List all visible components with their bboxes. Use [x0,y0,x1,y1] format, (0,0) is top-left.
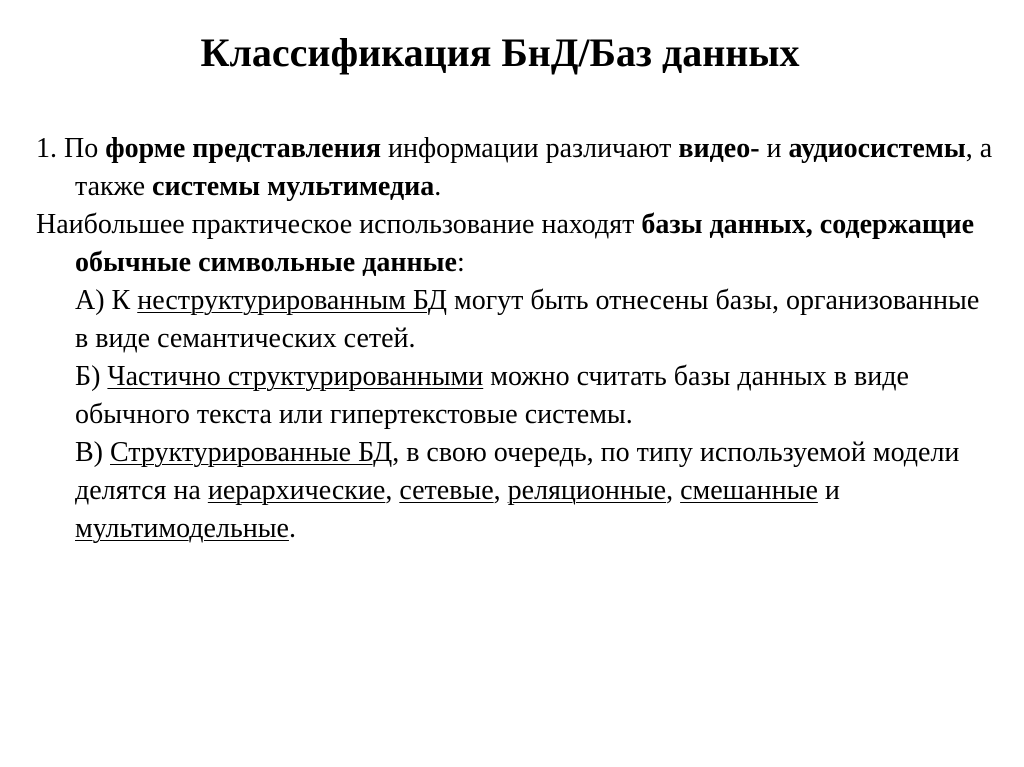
text-run: и [759,133,789,164]
underlined-term: неструктурированным БД [137,285,447,316]
underlined-term: Структурированные БД [110,437,393,468]
underlined-term: смешанные [680,475,818,506]
text-run: , а также [75,133,993,202]
underlined-term: мультимодельные [75,513,289,544]
text-run: , [493,475,508,506]
text-run: : [456,247,465,278]
text-run: , [666,475,681,506]
text-run: 1. По [36,133,106,164]
item-c-structured [36,434,996,548]
item-b-semi-structured [36,358,996,434]
text-run: , в свою очередь, по типу используемой модели делятся на [75,437,960,506]
bold-term: базы данных, содержащие обычные символьные данные [75,209,975,278]
underlined-term: реляционные [507,475,667,506]
text-run: Б) [75,361,108,392]
text-run: могут быть отнесены базы, организованные в виде семантических сетей. [75,285,980,354]
paragraph-practical-use [36,206,996,282]
bold-term: видео- [678,133,760,164]
text-run: , [385,475,400,506]
slide-title: Классификация БнД/Баз данных [200,30,800,75]
underlined-term: иерархические [207,475,386,506]
paragraph-representation-form [36,130,996,206]
text-run: . [434,171,442,202]
text-run: и [817,475,840,506]
bold-term: системы мультимедиа [152,171,435,202]
underlined-term: сетевые [399,475,494,506]
slide-body [36,130,996,548]
text-run: можно считать базы данных в виде обычного текста или гипертекстовые системы. [75,361,909,430]
item-a-unstructured [36,282,996,358]
text-run: Наибольшее практическое использование находят [36,209,642,240]
text-run: . [288,513,296,544]
bold-term: аудиосистемы [788,133,966,164]
bold-term: форме представления [105,133,382,164]
text-run: А) К [75,285,138,316]
underlined-term: Частично структурированными [107,361,484,392]
text-run: В) [75,437,110,468]
text-run: информации различают [381,133,679,164]
